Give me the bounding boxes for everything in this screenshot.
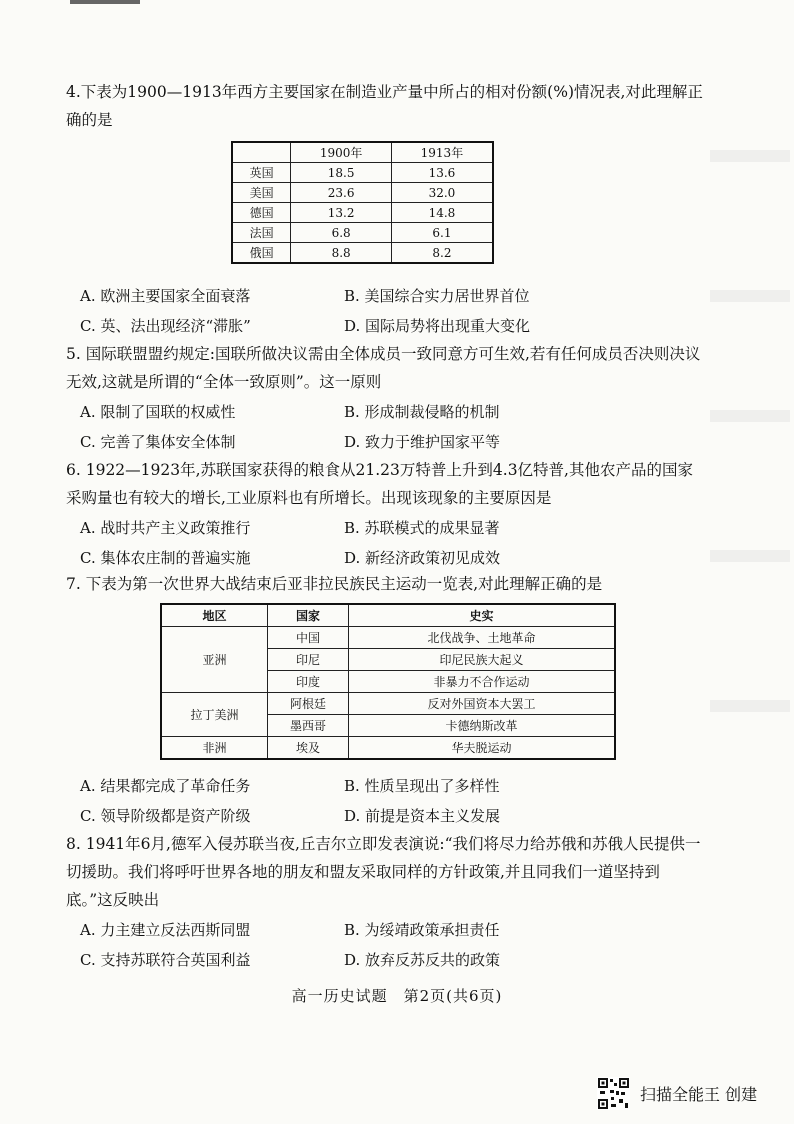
bleed-through [710,290,790,302]
table-cell: 北伐战争、土地革命 [349,627,616,649]
table-cell: 华夫脱运动 [349,737,616,760]
table-cell: 中国 [268,627,349,649]
option-a[interactable]: A. 力主建立反法西斯同盟 [80,921,251,939]
option-d[interactable]: D. 新经济政策初见成效 [344,549,501,567]
option-d[interactable]: D. 前提是资本主义发展 [344,807,501,825]
table-cell: 18.5 [291,163,391,183]
table-row [161,693,615,715]
option-a[interactable]: A. 欧洲主要国家全面衰落 [80,287,251,305]
question-7 [66,570,706,598]
option-b[interactable]: B. 苏联模式的成果显著 [344,519,500,537]
table-row [161,627,615,649]
option-d[interactable]: D. 放弃反苏反共的政策 [344,951,501,969]
table-row [232,183,493,203]
question-stem: 6. 1922—1923年,苏联国家获得的粮食从21.23万特普上升到4.3亿特普,其他农产品的国家采购量也有较大的增长,工业原料也有所增长。出现该现象的主要原因是 [66,461,693,507]
table-cell: 反对外国资本大罢工 [349,693,616,715]
table-cell: 6.1 [391,223,493,243]
question-stem: 7. 下表为第一次世界大战结束后亚非拉民族民主运动一览表,对此理解正确的是 [66,575,603,593]
option-b[interactable]: B. 形成制裁侵略的机制 [344,403,500,421]
table-row [232,223,493,243]
option-a[interactable]: A. 限制了国联的权威性 [80,403,236,421]
option-a[interactable]: A. 战时共产主义政策推行 [80,519,251,537]
bleed-through [710,150,790,162]
question-stem: 4.下表为1900—1913年西方主要国家在制造业产量中所占的相对份额(%)情况表,对此理解正确的是 [66,83,703,129]
table-header: 1913年 [391,142,493,163]
table-cell: 32.0 [391,183,493,203]
option-b[interactable]: B. 为绥靖政策承担责任 [344,921,500,939]
table-header: 1900年 [291,142,391,163]
option-b[interactable]: B. 性质呈现出了多样性 [344,777,500,795]
option-d[interactable]: D. 致力于维护国家平等 [344,433,501,451]
table-cell: 阿根廷 [268,693,349,715]
option-c[interactable]: C. 英、法出现经济“滞胀” [80,317,251,335]
bleed-through [710,700,790,712]
table-cell: 埃及 [268,737,349,760]
question-stem: 8. 1941年6月,德军入侵苏联当夜,丘吉尔立即发表演说:“我们将尽力给苏俄和苏俄人民提供一切援助。我们将呼吁世界各地的朋友和盟友采取同样的方针政策,并且同我们一道坚持到底。”这反映出 [66,835,701,909]
option-c[interactable]: C. 集体农庄制的普遍实施 [80,549,251,567]
option-b[interactable]: B. 美国综合实力居世界首位 [344,287,530,305]
table-cell: 8.8 [291,243,391,264]
option-c[interactable]: C. 支持苏联符合英国利益 [80,951,251,969]
qr-code-icon [597,1077,630,1110]
scanner-watermark: 扫描全能王 创建 [640,1085,758,1104]
table-cell: 印尼 [268,649,349,671]
option-c[interactable]: C. 完善了集体安全体制 [80,433,236,451]
question-4 [66,78,706,134]
table-header: 地区 [161,604,268,627]
question-4-options [66,282,706,342]
table-row [232,163,493,183]
table-header: 史实 [349,604,616,627]
bleed-through [710,410,790,422]
table-row [232,243,493,264]
scan-mark [70,0,140,4]
question-7-options [66,772,706,832]
region-cell: 拉丁美洲 [161,693,268,737]
table-row [161,737,615,760]
table-cell: 卡德纳斯改革 [349,715,616,737]
table-cell: 8.2 [391,243,493,264]
table-cell: 23.6 [291,183,391,203]
table-cell: 德国 [232,203,291,223]
option-d[interactable]: D. 国际局势将出现重大变化 [344,317,531,335]
question-stem: 5. 国际联盟盟约规定:国联所做决议需由全体成员一致同意方可生效,若有任何成员否决则决议无效,这就是所谓的“全体一致原则”。这一原则 [66,345,701,391]
table-cell: 非暴力不合作运动 [349,671,616,693]
region-cell: 亚洲 [161,627,268,693]
table-cell: 6.8 [291,223,391,243]
question-6 [66,456,706,574]
table-cell: 14.8 [391,203,493,223]
table-cell: 印度 [268,671,349,693]
table-cell: 13.2 [291,203,391,223]
table-cell: 美国 [232,183,291,203]
table-cell: 13.6 [391,163,493,183]
table-header: 国家 [268,604,349,627]
question-8 [66,830,706,976]
option-c[interactable]: C. 领导阶级都是资产阶级 [80,807,251,825]
option-a[interactable]: A. 结果都完成了革命任务 [80,777,251,795]
table-row [232,203,493,223]
region-cell: 非洲 [161,737,268,760]
table-cell: 墨西哥 [268,715,349,737]
bleed-through [710,550,790,562]
table-cell: 印尼民族大起义 [349,649,616,671]
table-cell: 俄国 [232,243,291,264]
manufacturing-share-table [231,141,494,264]
movements-table [160,603,616,760]
table-cell: 法国 [232,223,291,243]
table-header [232,142,291,163]
table-cell: 英国 [232,163,291,183]
question-5 [66,340,706,458]
page-footer: 高一历史试题 第2页(共6页) [291,987,503,1005]
